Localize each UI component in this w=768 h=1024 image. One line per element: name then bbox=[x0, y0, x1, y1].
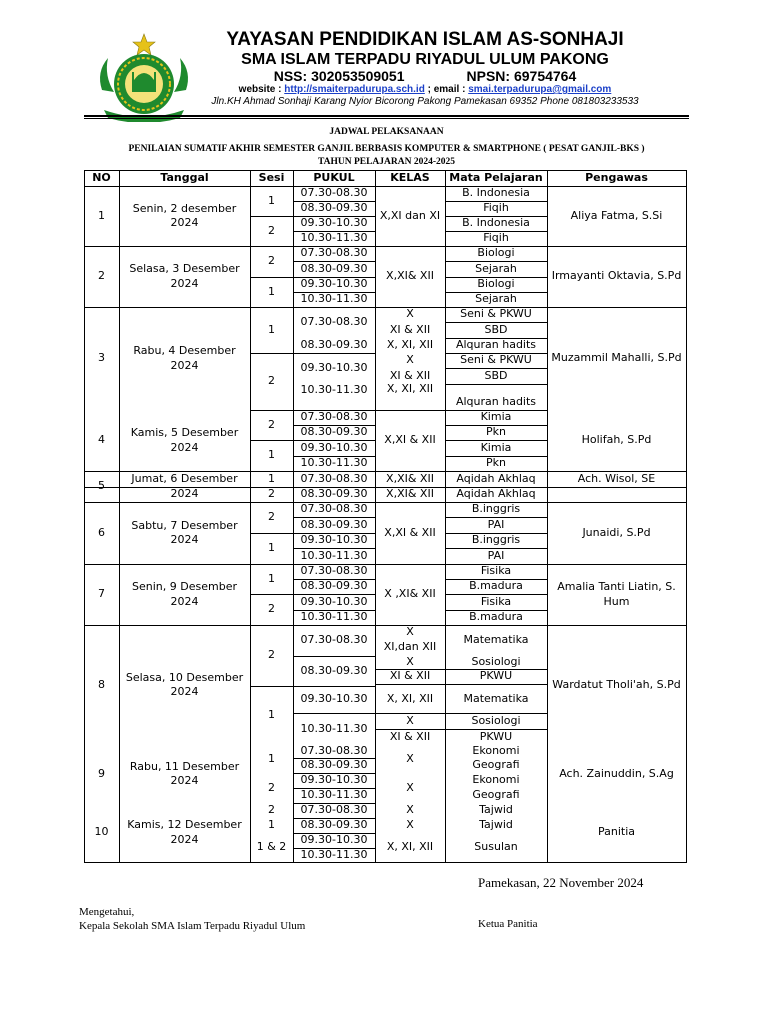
table-cell: Fiqih bbox=[483, 201, 509, 215]
table-cell: PAI bbox=[487, 548, 505, 562]
place-date: Pamekasan, 22 November 2024 bbox=[478, 875, 644, 890]
table-cell: 08.30-09.30 bbox=[300, 425, 368, 439]
table-cell: XI,dan XII bbox=[383, 640, 437, 654]
document-title: JADWAL PELAKSANAAN bbox=[329, 127, 444, 137]
document-subtitle: PENILAIAN SUMATIF AKHIR SEMESTER GANJIL BERBASIS KOMPUTER & SMARTPHONE ( PESAT GANJIL-BKS ) bbox=[128, 144, 645, 154]
table-cell: X bbox=[406, 307, 414, 321]
website-label: website : bbox=[238, 84, 282, 95]
academic-year: TAHUN PELAJARAN 2024-2025 bbox=[317, 157, 456, 167]
table-cell: Rabu, 11 Desember 2024 bbox=[129, 759, 240, 787]
table-cell: Biologi bbox=[477, 277, 515, 291]
table-header-cell: Sesi bbox=[258, 170, 285, 184]
table-cell: B.inggris bbox=[471, 502, 521, 516]
email-link[interactable]: smai.terpadurupa@gmail.com bbox=[468, 84, 612, 95]
table-cell: X,XI& XII bbox=[386, 471, 434, 485]
table-cell: Tajwid bbox=[479, 818, 513, 832]
table-cell: X bbox=[406, 625, 414, 639]
table-cell: Tajwid bbox=[479, 803, 513, 817]
table-cell: 8 bbox=[98, 677, 105, 691]
table-cell: 07.30-08.30 bbox=[300, 410, 368, 424]
table-cell: Biologi bbox=[477, 246, 515, 260]
table-cell: Seni & PKWU bbox=[460, 307, 532, 321]
table-cell: Matematika bbox=[463, 692, 529, 706]
table-cell: X bbox=[406, 818, 414, 832]
principal-title: Kepala Sekolah SMA Islam Terpadu Riyadul Ulum bbox=[79, 920, 306, 933]
table-cell: B.madura bbox=[469, 610, 523, 624]
nss-number: NSS: 302053509051 bbox=[273, 68, 405, 84]
table-cell: XI & XII bbox=[389, 322, 431, 336]
table-cell: 1 bbox=[268, 571, 275, 585]
table-cell: X bbox=[406, 751, 414, 765]
table-cell: 1 bbox=[268, 751, 275, 765]
foundation-name: YAYASAN PENDIDIKAN ISLAM AS-SONHAJI bbox=[226, 29, 624, 50]
table-cell: X bbox=[406, 780, 414, 794]
table-cell: Alquran hadits bbox=[455, 394, 537, 408]
table-cell: Aqidah Akhlaq bbox=[456, 471, 536, 485]
table-cell: 1 bbox=[268, 322, 275, 336]
table-cell: 07.30-08.30 bbox=[300, 633, 368, 647]
table-cell: 07.30-08.30 bbox=[300, 315, 368, 329]
table-cell: Alquran hadits bbox=[455, 338, 537, 352]
table-cell: 10.30-11.30 bbox=[300, 548, 368, 562]
table-cell: X bbox=[406, 353, 414, 367]
table-cell: X bbox=[406, 654, 414, 668]
table-header-cell: PUKUL bbox=[313, 170, 355, 184]
table-cell: 09.30-10.30 bbox=[300, 533, 368, 547]
table-header-cell: KELAS bbox=[390, 170, 430, 184]
table-header-cell: Tanggal bbox=[160, 170, 209, 184]
table-cell: 2 bbox=[268, 487, 275, 501]
table-cell: 08.30-09.30 bbox=[300, 201, 368, 215]
table-cell: Selasa, 10 Desember 2024 bbox=[125, 670, 244, 698]
table-cell: X,XI& XII bbox=[386, 487, 434, 501]
table-cell: X, XI, XII bbox=[386, 840, 434, 854]
table-cell: 07.30-08.30 bbox=[300, 803, 368, 817]
table-header-cell: Pengawas bbox=[585, 170, 648, 184]
school-address: Jln.KH Ahmad Sonhaji Karang Nyior Bicorong Pakong Pamekasan 69352 Phone 081803233533 bbox=[211, 96, 639, 107]
table-cell: Ach. Wisol, SE bbox=[577, 471, 656, 485]
table-cell: Kimia bbox=[480, 410, 512, 424]
table-cell: 2 bbox=[268, 803, 275, 817]
subject-row-rule bbox=[445, 384, 547, 385]
table-cell: 10.30-11.30 bbox=[300, 721, 368, 735]
table-cell: 2 bbox=[268, 417, 275, 431]
table-header-cell: Mata Pelajaran bbox=[449, 170, 543, 184]
table-cell: B.inggris bbox=[471, 533, 521, 547]
principal-signature-block bbox=[79, 905, 305, 934]
table-cell: 2 bbox=[98, 269, 105, 283]
table-cell: 09.30-10.30 bbox=[300, 692, 368, 706]
table-cell: Ach. Zainuddin, S.Ag bbox=[559, 766, 674, 780]
table-cell: 08.30-09.30 bbox=[300, 818, 368, 832]
table-cell: Senin, 9 Desember 2024 bbox=[132, 580, 237, 608]
table-cell: 08.30-09.30 bbox=[300, 487, 368, 501]
table-cell: 1 bbox=[268, 471, 275, 485]
table-cell: 09.30-10.30 bbox=[300, 833, 368, 847]
table-cell: Irmayanti Oktavia, S.Pd bbox=[551, 269, 682, 283]
table-cell: 10.30-11.30 bbox=[300, 231, 368, 245]
table-cell: 9 bbox=[98, 766, 105, 780]
table-cell: 10.30-11.30 bbox=[300, 788, 368, 802]
table-cell: 3 bbox=[98, 351, 105, 365]
table-cell: 2 bbox=[268, 780, 275, 794]
table-cell: 07.30-08.30 bbox=[300, 246, 368, 260]
table-cell: Panitia bbox=[597, 825, 636, 839]
table-cell: 2 bbox=[268, 602, 275, 616]
table-cell: 1 bbox=[268, 708, 275, 722]
table-cell: 10 bbox=[94, 825, 109, 839]
table-cell: Holifah, S.Pd bbox=[581, 433, 652, 447]
table-cell: XI & XII bbox=[389, 729, 431, 743]
table-cell: X bbox=[406, 803, 414, 817]
email-label: ; email : bbox=[427, 84, 466, 95]
table-row-rule bbox=[84, 862, 687, 863]
table-cell: B. Indonesia bbox=[462, 186, 530, 200]
table-cell: Aliya Fatma, S.Si bbox=[570, 208, 663, 222]
table-cell: 2 bbox=[268, 648, 275, 662]
table-cell: 1 bbox=[268, 284, 275, 298]
table-cell: Ekonomi bbox=[472, 744, 520, 758]
table-cell: Muzammil Mahalli, S.Pd bbox=[551, 351, 682, 365]
table-cell: Kamis, 12 Desember 2024 bbox=[127, 818, 242, 846]
table-cell: X,XI& XII bbox=[386, 269, 434, 283]
table-cell: Matematika bbox=[463, 632, 529, 646]
table-cell: Selasa, 3 Desember 2024 bbox=[129, 262, 240, 290]
table-cell: X,XI & XII bbox=[384, 525, 436, 539]
table-cell: XI & XII bbox=[389, 368, 431, 382]
table-cell: 10.30-11.30 bbox=[300, 292, 368, 306]
committee-chair-title: Ketua Panitia bbox=[478, 918, 538, 930]
table-cell: Seni & PKWU bbox=[460, 353, 532, 367]
table-cell: 2 bbox=[268, 254, 275, 268]
table-cell: 2 bbox=[268, 374, 275, 388]
table-cell: Sabtu, 7 Desember 2024 bbox=[131, 518, 238, 546]
table-cell: 09.30-10.30 bbox=[300, 361, 368, 375]
table-cell: PAI bbox=[487, 517, 505, 531]
table-cell: X,XI & XII bbox=[384, 433, 436, 447]
acknowledged-label: Mengetahui, bbox=[79, 906, 135, 918]
table-cell: 08.30-09.30 bbox=[300, 261, 368, 275]
table-cell: 09.30-10.30 bbox=[300, 440, 368, 454]
table-cell: SBD bbox=[484, 322, 508, 336]
table-cell: Kimia bbox=[480, 440, 512, 454]
table-cell: Aqidah Akhlaq bbox=[456, 487, 536, 501]
table-cell: Ekonomi bbox=[472, 773, 520, 787]
table-cell: 08.30-09.30 bbox=[300, 517, 368, 531]
table-cell: 10.30-11.30 bbox=[300, 610, 368, 624]
table-cell: Fisika bbox=[480, 594, 512, 608]
table-cell: 1 bbox=[268, 818, 275, 832]
table-cell: Susulan bbox=[474, 840, 518, 854]
table-cell: PKWU bbox=[479, 729, 513, 743]
table-cell: B. Indonesia bbox=[462, 216, 530, 230]
table-cell: Senin, 2 desember 2024 bbox=[132, 201, 237, 229]
table-cell: X, XI, XII bbox=[386, 381, 434, 395]
table-cell: Kamis, 5 Desember 2024 bbox=[130, 426, 239, 454]
table-cell: Sosiologi bbox=[471, 654, 521, 668]
table-cell: 1 bbox=[98, 208, 105, 222]
table-cell: 08.30-09.30 bbox=[300, 579, 368, 593]
table-cell: Sejarah bbox=[475, 292, 517, 306]
table-cell: 4 bbox=[98, 433, 105, 447]
table-cell: Sosiologi bbox=[471, 713, 521, 727]
table-cell: 6 bbox=[98, 525, 105, 539]
table-cell: X bbox=[406, 713, 414, 727]
table-cell: 09.30-10.30 bbox=[300, 216, 368, 230]
table-cell: X ,XI& XII bbox=[384, 587, 436, 601]
website-link[interactable]: http://smaiterpadurupa.sch.id bbox=[284, 84, 425, 95]
school-name: SMA ISLAM TERPADU RIYADUL ULUM PAKONG bbox=[241, 51, 609, 68]
table-cell: X,XI dan XI bbox=[379, 208, 441, 222]
table-cell: Geografi bbox=[472, 788, 520, 802]
table-cell: 08.30-09.30 bbox=[300, 758, 368, 772]
npsn-number: NPSN: 69754764 bbox=[466, 68, 577, 84]
table-cell: 10.30-11.30 bbox=[300, 456, 368, 470]
table-cell: Amalia Tanti Liatin, S. Hum bbox=[557, 580, 676, 608]
table-cell: 1 bbox=[268, 193, 275, 207]
table-cell: Pkn bbox=[486, 456, 506, 470]
table-cell: XI & XII bbox=[389, 669, 431, 683]
table-cell: 10.30-11.30 bbox=[300, 382, 368, 396]
table-cell: Junaidi, S.Pd bbox=[582, 525, 651, 539]
table-cell: 10.30-11.30 bbox=[300, 847, 368, 861]
table-cell: Sejarah bbox=[475, 261, 517, 275]
table-cell: Rabu, 4 Desember 2024 bbox=[133, 344, 236, 372]
table-cell: 08.30-09.30 bbox=[300, 663, 368, 677]
table-cell: X, XI, XII bbox=[386, 692, 434, 706]
table-cell: 07.30-08.30 bbox=[300, 502, 368, 516]
table-cell: 07.30-08.30 bbox=[300, 744, 368, 758]
table-cell: PKWU bbox=[479, 669, 513, 683]
table-cell: Fisika bbox=[480, 564, 512, 578]
table-cell: 5 bbox=[98, 479, 105, 493]
table-cell: 1 bbox=[268, 448, 275, 462]
table-cell: 09.30-10.30 bbox=[300, 594, 368, 608]
table-cell: 7 bbox=[98, 587, 105, 601]
table-column-rule bbox=[686, 170, 687, 862]
table-cell: Jumat, 6 Desember 2024 bbox=[131, 472, 238, 500]
table-cell: 07.30-08.30 bbox=[300, 564, 368, 578]
table-cell: X, XI, XII bbox=[386, 338, 434, 352]
table-cell: 1 & 2 bbox=[256, 840, 287, 854]
table-cell: Fiqih bbox=[483, 231, 509, 245]
table-header-cell: NO bbox=[92, 170, 111, 184]
table-cell: Pkn bbox=[486, 425, 506, 439]
table-cell: 07.30-08.30 bbox=[300, 186, 368, 200]
table-cell: SBD bbox=[484, 368, 508, 382]
subject-row-rule bbox=[375, 684, 547, 685]
table-cell: Wardatut Tholi'ah, S.Pd bbox=[552, 677, 681, 691]
table-cell: B.madura bbox=[469, 579, 523, 593]
table-cell: 1 bbox=[268, 541, 275, 555]
table-cell: 07.30-08.30 bbox=[300, 471, 368, 485]
table-cell: 2 bbox=[268, 223, 275, 237]
table-cell: Geografi bbox=[472, 758, 520, 772]
table-cell: 2 bbox=[268, 510, 275, 524]
table-cell: 09.30-10.30 bbox=[300, 773, 368, 787]
table-cell: 09.30-10.30 bbox=[300, 277, 368, 291]
table-cell: 08.30-09.30 bbox=[300, 338, 368, 352]
